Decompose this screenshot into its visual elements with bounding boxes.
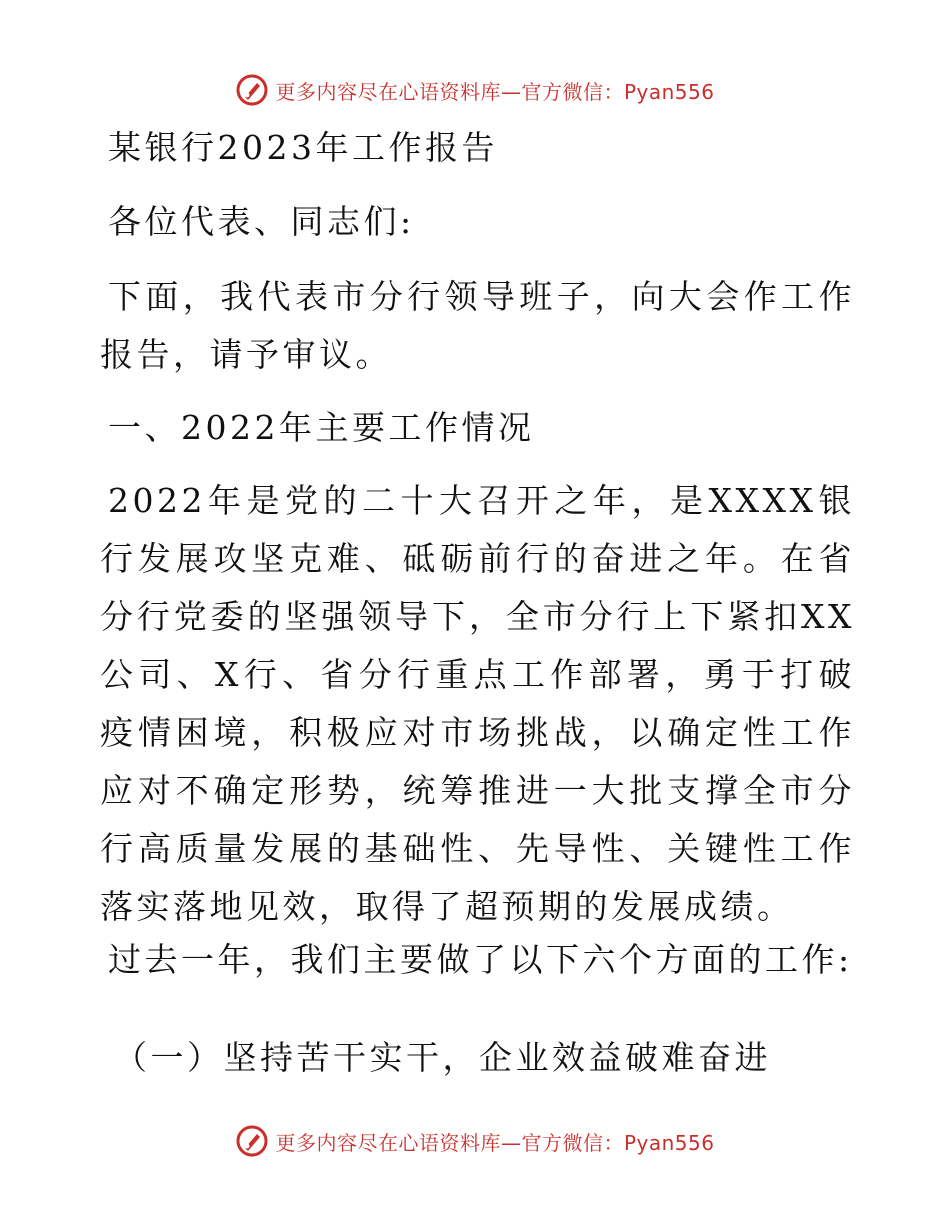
intro-paragraph: 下面，我代表市分行领导班子，向大会作工作报告，请予审议。 [100, 277, 855, 374]
header-banner [0, 70, 950, 110]
banner-text: 更多内容尽在心语资料库—官方微信：Pyan556 [275, 1130, 715, 1155]
footer-banner [0, 1121, 950, 1161]
subsection-heading-1: （一）坚持苦干实干，企业效益破难奋进 [114, 1038, 771, 1077]
pen-logo-icon [235, 1124, 269, 1158]
document-title: 某银行2023年工作报告 [108, 128, 498, 167]
banner-text: 更多内容尽在心语资料库—官方微信：Pyan556 [275, 79, 715, 104]
section-heading-1: 一、2022年主要工作情况 [108, 408, 535, 447]
salutation: 各位代表、同志们: [108, 202, 415, 241]
section1-paragraph: 2022年是党的二十大召开之年，是XXXX银行发展攻坚克难、砥砺前行的奋进之年。在省分行党委的坚强领导下，全市分行上下紧扣XX公司、X行、省分行重点工作部署，勇于打破疫情困境，积极应对市场挑战，以确定性工作应对不确定形势，统筹推进一大批支撑全市分行高质量发展的基础性、先导性、关键性工作落实落地见效，取得了超预期的发展成绩。 [100, 481, 855, 926]
summary-line: 过去一年，我们主要做了以下六个方面的工作: [108, 940, 853, 979]
pen-logo-icon [235, 73, 269, 107]
